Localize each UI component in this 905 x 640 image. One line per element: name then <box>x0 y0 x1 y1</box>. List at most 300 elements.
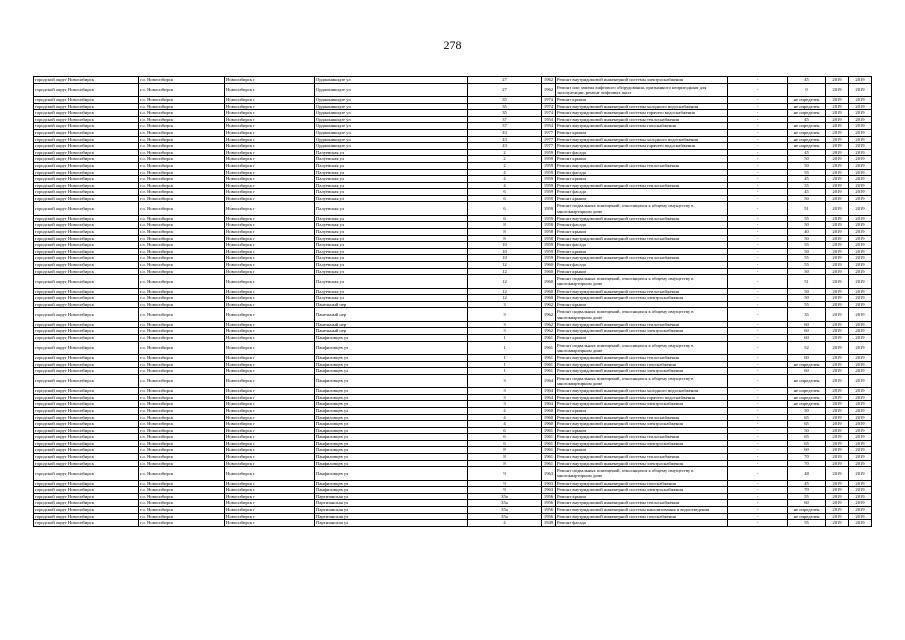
placeholder-cell: - <box>728 182 788 189</box>
work-type-cell: Ремонт фасада <box>556 262 728 269</box>
settlement-cell: г.о. Новосибирск <box>139 427 225 434</box>
house-number-cell: 6 <box>468 202 542 215</box>
street-cell: Палуевская ул <box>315 268 468 275</box>
end-year-cell: 2019 <box>849 83 872 96</box>
house-number-cell: 6 <box>468 189 542 196</box>
settlement-cell: г.о. Новосибирск <box>139 301 225 308</box>
table-row <box>34 77 872 84</box>
start-year-cell: 2019 <box>826 222 849 229</box>
start-year-cell: 2019 <box>826 388 849 395</box>
end-year-cell: 2019 <box>849 493 872 500</box>
settlement-cell: г.о. Новосибирск <box>139 447 225 454</box>
work-type-cell: Ремонт внутридомовой инженерной системы теплоснабжения <box>556 116 728 123</box>
start-year-cell: 2019 <box>826 334 849 341</box>
cost-cell: 50 <box>788 427 826 434</box>
city-cell: Новосибирск г <box>225 513 315 520</box>
street-cell: Панфиловцев ул <box>315 374 468 387</box>
street-cell: Панфиловцев ул <box>315 354 468 361</box>
house-number-cell: 12 <box>468 295 542 302</box>
street-cell: Панфиловцев ул <box>315 454 468 461</box>
work-type-cell: Ремонт внутридомовой инженерной системы теплоснабжения <box>556 321 728 328</box>
start-year-cell: 2019 <box>826 189 849 196</box>
house-number-cell: 1 <box>468 361 542 368</box>
build-year-cell: 1960 <box>542 295 556 302</box>
municipal-district-cell: городской округ Новосибирск <box>34 182 139 189</box>
start-year-cell: 2019 <box>826 202 849 215</box>
start-year-cell: 2019 <box>826 421 849 428</box>
street-cell: Панфиловцев ул <box>315 401 468 408</box>
cost-cell: 50 <box>788 248 826 255</box>
cost-cell: 40 <box>788 229 826 236</box>
work-type-cell: Ремонт внутридомовой инженерной системы канализования и водоотведения <box>556 507 728 514</box>
work-type-cell: Ремонт или замена лифтового оборудования, признанного непригодным для эксплуатации, ремонт лифтовых шахт <box>556 83 728 96</box>
city-cell: Новосибирск г <box>225 321 315 328</box>
municipal-district-cell: городской округ Новосибирск <box>34 427 139 434</box>
street-cell: Панельный пер <box>315 321 468 328</box>
table-row <box>34 255 872 262</box>
placeholder-cell: - <box>728 301 788 308</box>
work-type-cell: Ремонт крыши <box>556 156 728 163</box>
work-type-cell: Ремонт внутридомовой инженерной системы теплоснабжения <box>556 162 728 169</box>
work-type-cell: Ремонт внутридомовой инженерной системы газоснабжения <box>556 513 728 520</box>
cost-cell: 48 <box>788 467 826 480</box>
start-year-cell: 2019 <box>826 103 849 110</box>
city-cell: Новосибирск г <box>225 242 315 249</box>
street-cell: Партизанская ул <box>315 513 468 520</box>
table-row <box>34 301 872 308</box>
cost-cell: 50 <box>788 162 826 169</box>
street-cell: Панфиловцев ул <box>315 460 468 467</box>
start-year-cell: 2019 <box>826 83 849 96</box>
end-year-cell: 2019 <box>849 321 872 328</box>
settlement-cell: г.о. Новосибирск <box>139 143 225 150</box>
start-year-cell: 2019 <box>826 507 849 514</box>
municipal-district-cell: городской округ Новосибирск <box>34 301 139 308</box>
build-year-cell: 1960 <box>542 407 556 414</box>
municipal-district-cell: городской округ Новосибирск <box>34 288 139 295</box>
placeholder-cell: - <box>728 440 788 447</box>
end-year-cell: 2019 <box>849 354 872 361</box>
city-cell: Новосибирск г <box>225 182 315 189</box>
table-row <box>34 215 872 222</box>
settlement-cell: г.о. Новосибирск <box>139 354 225 361</box>
work-type-cell: Ремонт внутридомовой инженерной системы электроснабжения <box>556 421 728 428</box>
table-row <box>34 500 872 507</box>
settlement-cell: г.о. Новосибирск <box>139 394 225 401</box>
street-cell: Палуевская ул <box>315 202 468 215</box>
settlement-cell: г.о. Новосибирск <box>139 421 225 428</box>
settlement-cell: г.о. Новосибирск <box>139 169 225 176</box>
house-number-cell: 35 <box>468 110 542 117</box>
street-cell: Палуевская ул <box>315 176 468 183</box>
municipal-district-cell: городской округ Новосибирск <box>34 202 139 215</box>
street-cell: Панфиловцев ул <box>315 467 468 480</box>
settlement-cell: г.о. Новосибирск <box>139 149 225 156</box>
settlement-cell: г.о. Новосибирск <box>139 110 225 117</box>
start-year-cell: 2019 <box>826 487 849 494</box>
house-number-cell: 4 <box>468 176 542 183</box>
street-cell: Орджоникидзе ул <box>315 143 468 150</box>
start-year-cell: 2019 <box>826 454 849 461</box>
city-cell: Новосибирск г <box>225 295 315 302</box>
placeholder-cell: - <box>728 500 788 507</box>
street-cell: Орджоникидзе ул <box>315 129 468 136</box>
build-year-cell: 1964 <box>542 374 556 387</box>
start-year-cell: 2019 <box>826 361 849 368</box>
house-number-cell: 8 <box>468 460 542 467</box>
build-year-cell: 1961 <box>542 440 556 447</box>
settlement-cell: г.о. Новосибирск <box>139 288 225 295</box>
municipal-district-cell: городской округ Новосибирск <box>34 401 139 408</box>
cost-cell: 35 <box>788 308 826 321</box>
table-row <box>34 202 872 215</box>
municipal-district-cell: городской округ Новосибирск <box>34 407 139 414</box>
table-row <box>34 434 872 441</box>
street-cell: Панфиловцев ул <box>315 394 468 401</box>
table-row <box>34 248 872 255</box>
house-number-cell: 12 <box>468 268 542 275</box>
city-cell: Новосибирск г <box>225 103 315 110</box>
municipal-district-cell: городской округ Новосибирск <box>34 162 139 169</box>
work-type-cell: Ремонт внутридомовой инженерной системы теплоснабжения <box>556 235 728 242</box>
municipal-district-cell: городской округ Новосибирск <box>34 308 139 321</box>
city-cell: Новосибирск г <box>225 374 315 387</box>
settlement-cell: г.о. Новосибирск <box>139 156 225 163</box>
build-year-cell: 1959 <box>542 195 556 202</box>
city-cell: Новосибирск г <box>225 156 315 163</box>
end-year-cell: 2019 <box>849 123 872 130</box>
start-year-cell: 2019 <box>826 143 849 150</box>
work-type-cell: Ремонт крыши <box>556 334 728 341</box>
cost-cell: 60 <box>788 321 826 328</box>
municipal-district-cell: городской округ Новосибирск <box>34 195 139 202</box>
table-row <box>34 103 872 110</box>
house-number-cell: 8 <box>468 222 542 229</box>
end-year-cell: 2019 <box>849 189 872 196</box>
street-cell: Орджоникидзе ул <box>315 123 468 130</box>
municipal-district-cell: городской округ Новосибирск <box>34 374 139 387</box>
work-type-cell: Ремонт крыши <box>556 493 728 500</box>
house-number-cell: 12 <box>468 288 542 295</box>
cost-cell: 65 <box>788 421 826 428</box>
start-year-cell: 2019 <box>826 341 849 354</box>
end-year-cell: 2019 <box>849 110 872 117</box>
settlement-cell: г.о. Новосибирск <box>139 341 225 354</box>
placeholder-cell: - <box>728 427 788 434</box>
settlement-cell: г.о. Новосибирск <box>139 195 225 202</box>
start-year-cell: 2019 <box>826 182 849 189</box>
build-year-cell: 1961 <box>542 460 556 467</box>
build-year-cell: 1959 <box>542 242 556 249</box>
work-type-cell: Ремонт внутридомовой инженерной системы теплоснабжения <box>556 255 728 262</box>
table-row <box>34 275 872 288</box>
placeholder-cell: - <box>728 103 788 110</box>
house-number-cell: 37 <box>468 116 542 123</box>
build-year-cell: 1961 <box>542 341 556 354</box>
placeholder-cell: - <box>728 189 788 196</box>
city-cell: Новосибирск г <box>225 414 315 421</box>
start-year-cell: 2019 <box>826 295 849 302</box>
placeholder-cell: - <box>728 295 788 302</box>
start-year-cell: 2019 <box>826 268 849 275</box>
house-number-cell: 1 <box>468 354 542 361</box>
settlement-cell: г.о. Новосибирск <box>139 414 225 421</box>
work-type-cell: Ремонт внутридомовой инженерной системы электроснабжения <box>556 401 728 408</box>
street-cell: Партизанская ул <box>315 493 468 500</box>
build-year-cell: 1961 <box>542 434 556 441</box>
end-year-cell: 2019 <box>849 149 872 156</box>
municipal-district-cell: городской округ Новосибирск <box>34 222 139 229</box>
build-year-cell: 1977 <box>542 129 556 136</box>
city-cell: Новосибирск г <box>225 427 315 434</box>
start-year-cell: 2019 <box>826 215 849 222</box>
city-cell: Новосибирск г <box>225 334 315 341</box>
work-type-cell: Ремонт внутридомовой инженерной системы электроснабжения <box>556 487 728 494</box>
cost-cell: 51 <box>788 275 826 288</box>
start-year-cell: 2019 <box>826 500 849 507</box>
work-type-cell: Ремонт крыши <box>556 248 728 255</box>
cost-cell: 50 <box>788 195 826 202</box>
house-number-cell: 4 <box>468 421 542 428</box>
settlement-cell: г.о. Новосибирск <box>139 268 225 275</box>
build-year-cell: 1977 <box>542 136 556 143</box>
placeholder-cell: - <box>728 268 788 275</box>
municipal-district-cell: городской округ Новосибирск <box>34 467 139 480</box>
house-number-cell: 2 <box>468 156 542 163</box>
placeholder-cell: - <box>728 368 788 375</box>
work-type-cell: Ремонт внутридомовой инженерной системы теплоснабжения <box>556 454 728 461</box>
build-year-cell: 1959 <box>542 182 556 189</box>
cost-cell: не определен <box>788 123 826 130</box>
build-year-cell: 1956 <box>542 513 556 520</box>
street-cell: Палуевская ул <box>315 295 468 302</box>
city-cell: Новосибирск г <box>225 268 315 275</box>
start-year-cell: 2019 <box>826 255 849 262</box>
municipal-district-cell: городской округ Новосибирск <box>34 388 139 395</box>
work-type-cell: Ремонт крыши <box>556 176 728 183</box>
table-row <box>34 460 872 467</box>
placeholder-cell: - <box>728 215 788 222</box>
placeholder-cell: - <box>728 361 788 368</box>
house-number-cell: 35а <box>468 493 542 500</box>
street-cell: Палуевская ул <box>315 156 468 163</box>
settlement-cell: г.о. Новосибирск <box>139 308 225 321</box>
cost-cell: не определен <box>788 129 826 136</box>
settlement-cell: г.о. Новосибирск <box>139 493 225 500</box>
cost-cell: 50 <box>788 222 826 229</box>
build-year-cell: 1954 <box>542 116 556 123</box>
house-number-cell: 3 <box>468 401 542 408</box>
city-cell: Новосибирск г <box>225 401 315 408</box>
work-type-cell: Ремонт фасада <box>556 189 728 196</box>
settlement-cell: г.о. Новосибирск <box>139 176 225 183</box>
end-year-cell: 2019 <box>849 520 872 527</box>
start-year-cell: 2019 <box>826 96 849 103</box>
start-year-cell: 2019 <box>826 427 849 434</box>
end-year-cell: 2019 <box>849 487 872 494</box>
city-cell: Новосибирск г <box>225 440 315 447</box>
build-year-cell: 1961 <box>542 361 556 368</box>
start-year-cell: 2019 <box>826 110 849 117</box>
table-row <box>34 493 872 500</box>
city-cell: Новосибирск г <box>225 447 315 454</box>
start-year-cell: 2019 <box>826 520 849 527</box>
table-row <box>34 487 872 494</box>
cost-cell: 55 <box>788 242 826 249</box>
house-number-cell: 3 <box>468 394 542 401</box>
placeholder-cell: - <box>728 136 788 143</box>
work-type-cell: Ремонт внутридомовой инженерной системы электроснабжения <box>556 368 728 375</box>
street-cell: Панельный пер <box>315 301 468 308</box>
municipal-district-cell: городской округ Новосибирск <box>34 116 139 123</box>
table-row <box>34 189 872 196</box>
placeholder-cell: - <box>728 507 788 514</box>
city-cell: Новосибирск г <box>225 500 315 507</box>
build-year-cell: 1960 <box>542 421 556 428</box>
work-type-cell: Ремонт внутридомовой инженерной системы холодного водоснабжения <box>556 103 728 110</box>
build-year-cell: 1958 <box>542 235 556 242</box>
municipal-district-cell: городской округ Новосибирск <box>34 143 139 150</box>
settlement-cell: г.о. Новосибирск <box>139 77 225 84</box>
table-row <box>34 295 872 302</box>
city-cell: Новосибирск г <box>225 368 315 375</box>
cost-cell: 51 <box>788 202 826 215</box>
build-year-cell: 1949 <box>542 520 556 527</box>
end-year-cell: 2019 <box>849 447 872 454</box>
start-year-cell: 2019 <box>826 467 849 480</box>
table-row <box>34 182 872 189</box>
city-cell: Новосибирск г <box>225 328 315 335</box>
house-number-cell: 1 <box>468 334 542 341</box>
house-number-cell: 35а <box>468 500 542 507</box>
city-cell: Новосибирск г <box>225 96 315 103</box>
build-year-cell: 1974 <box>542 110 556 117</box>
build-year-cell: 1958 <box>542 222 556 229</box>
placeholder-cell: - <box>728 195 788 202</box>
work-type-cell: Ремонт внутридомовой инженерной системы теплоснабжения <box>556 215 728 222</box>
cost-cell: не определен <box>788 513 826 520</box>
build-year-cell: 1963 <box>542 480 556 487</box>
table-row <box>34 401 872 408</box>
street-cell: Орджоникидзе ул <box>315 110 468 117</box>
end-year-cell: 2019 <box>849 77 872 84</box>
street-cell: Панфиловцев ул <box>315 334 468 341</box>
build-year-cell: 1962 <box>542 301 556 308</box>
settlement-cell: г.о. Новосибирск <box>139 103 225 110</box>
house-number-cell: 35 <box>468 103 542 110</box>
street-cell: Палуевская ул <box>315 262 468 269</box>
settlement-cell: г.о. Новосибирск <box>139 321 225 328</box>
settlement-cell: г.о. Новосибирск <box>139 275 225 288</box>
table-row <box>34 407 872 414</box>
house-number-cell: 27 <box>468 83 542 96</box>
start-year-cell: 2019 <box>826 275 849 288</box>
start-year-cell: 2019 <box>826 242 849 249</box>
municipal-district-cell: городской округ Новосибирск <box>34 248 139 255</box>
work-type-cell: Ремонт фасада <box>556 520 728 527</box>
city-cell: Новосибирск г <box>225 288 315 295</box>
house-number-cell: 37 <box>468 123 542 130</box>
end-year-cell: 2019 <box>849 176 872 183</box>
repair-register-table <box>33 76 872 527</box>
placeholder-cell: - <box>728 467 788 480</box>
house-number-cell: 35 <box>468 96 542 103</box>
street-cell: Палуевская ул <box>315 189 468 196</box>
cost-cell: 50 <box>788 156 826 163</box>
house-number-cell: 8 <box>468 454 542 461</box>
house-number-cell: 43 <box>468 143 542 150</box>
end-year-cell: 2019 <box>849 328 872 335</box>
build-year-cell: 1977 <box>542 143 556 150</box>
end-year-cell: 2019 <box>849 222 872 229</box>
city-cell: Новосибирск г <box>225 176 315 183</box>
end-year-cell: 2019 <box>849 288 872 295</box>
city-cell: Новосибирск г <box>225 480 315 487</box>
end-year-cell: 2019 <box>849 434 872 441</box>
municipal-district-cell: городской округ Новосибирск <box>34 354 139 361</box>
city-cell: Новосибирск г <box>225 308 315 321</box>
settlement-cell: г.о. Новосибирск <box>139 215 225 222</box>
table-row <box>34 143 872 150</box>
end-year-cell: 2019 <box>849 374 872 387</box>
table-row <box>34 480 872 487</box>
municipal-district-cell: городской округ Новосибирск <box>34 83 139 96</box>
settlement-cell: г.о. Новосибирск <box>139 83 225 96</box>
cost-cell: 50 <box>788 268 826 275</box>
city-cell: Новосибирск г <box>225 123 315 130</box>
build-year-cell: 1956 <box>542 493 556 500</box>
start-year-cell: 2019 <box>826 321 849 328</box>
placeholder-cell: - <box>728 229 788 236</box>
city-cell: Новосибирск г <box>225 467 315 480</box>
work-type-cell: Ремонт крыши <box>556 229 728 236</box>
street-cell: Палуевская ул <box>315 149 468 156</box>
municipal-district-cell: городской округ Новосибирск <box>34 447 139 454</box>
build-year-cell: 1962 <box>542 321 556 328</box>
settlement-cell: г.о. Новосибирск <box>139 189 225 196</box>
city-cell: Новосибирск г <box>225 454 315 461</box>
city-cell: Новосибирск г <box>225 394 315 401</box>
build-year-cell: 1959 <box>542 169 556 176</box>
build-year-cell: 1961 <box>542 454 556 461</box>
end-year-cell: 2019 <box>849 421 872 428</box>
build-year-cell: 1960 <box>542 262 556 269</box>
placeholder-cell: - <box>728 421 788 428</box>
end-year-cell: 2019 <box>849 268 872 275</box>
street-cell: Орджоникидзе ул <box>315 116 468 123</box>
start-year-cell: 2019 <box>826 235 849 242</box>
municipal-district-cell: городской округ Новосибирск <box>34 493 139 500</box>
placeholder-cell: - <box>728 520 788 527</box>
cost-cell: 60 <box>788 500 826 507</box>
table-row <box>34 334 872 341</box>
settlement-cell: г.о. Новосибирск <box>139 500 225 507</box>
table-row <box>34 447 872 454</box>
city-cell: Новосибирск г <box>225 460 315 467</box>
work-type-cell: Ремонт внутридомовой инженерной системы газоснабжения <box>556 480 728 487</box>
cost-cell: не определен <box>788 401 826 408</box>
table-row <box>34 162 872 169</box>
table-row <box>34 361 872 368</box>
placeholder-cell: - <box>728 110 788 117</box>
municipal-district-cell: городской округ Новосибирск <box>34 156 139 163</box>
street-cell: Палуевская ул <box>315 288 468 295</box>
work-type-cell: Ремонт фасада <box>556 169 728 176</box>
cost-cell: 60 <box>788 368 826 375</box>
placeholder-cell: - <box>728 334 788 341</box>
placeholder-cell: - <box>728 354 788 361</box>
start-year-cell: 2019 <box>826 262 849 269</box>
